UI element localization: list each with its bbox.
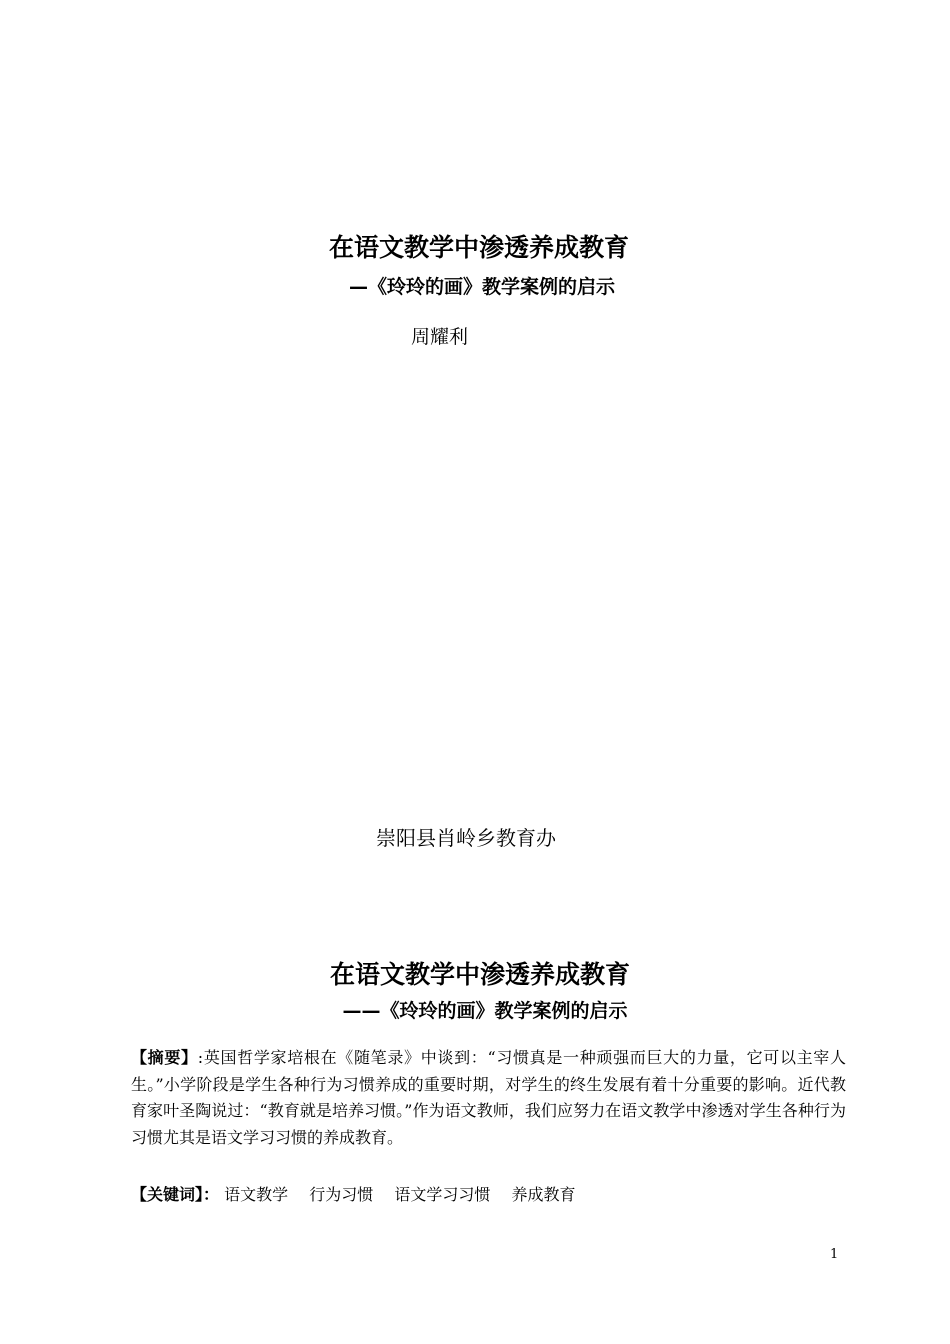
keywords-label: 【关键词】 [131, 1185, 204, 1204]
abstract-label: 【摘要】 [131, 1048, 198, 1067]
keywords-separator: ： [203, 1185, 220, 1204]
cover-subtitle: —《玲玲的画》教学案例的启示 [348, 276, 615, 298]
keywords-line [131, 1182, 591, 1208]
cover-organization: 崇阳县肖岭乡教育办 [376, 826, 556, 850]
cover-author: 周耀利 [411, 326, 469, 348]
cover-title: 在语文教学中渗透养成教育 [328, 233, 629, 262]
keyword-item: 行为习惯 [309, 1185, 374, 1204]
keyword-item: 语文教学 [224, 1185, 289, 1204]
article-subtitle: ——《玲玲的画》教学案例的启示 [342, 1000, 628, 1022]
page-number: 1 [830, 1247, 839, 1262]
abstract-text: :英国哲学家培根在《随笔录》中谈到：“习惯真是一种顽强而巨大的力量，它可以主宰人生。”小学阶段是学生各种行为习惯养成的重要时期，对学生的终生发展有着十分重要的影响。近代教育家叶圣陶说过：“教育就是培养习惯。”作为语文教师，我们应努力在语文教学中渗透对学生各种行为习惯尤其是语文学习习惯的养成教育。 [131, 1048, 846, 1147]
keyword-item: 语文学习习惯 [394, 1185, 491, 1204]
abstract-paragraph [131, 1045, 846, 1151]
keyword-item: 养成教育 [511, 1185, 576, 1204]
article-title: 在语文教学中渗透养成教育 [329, 960, 630, 989]
